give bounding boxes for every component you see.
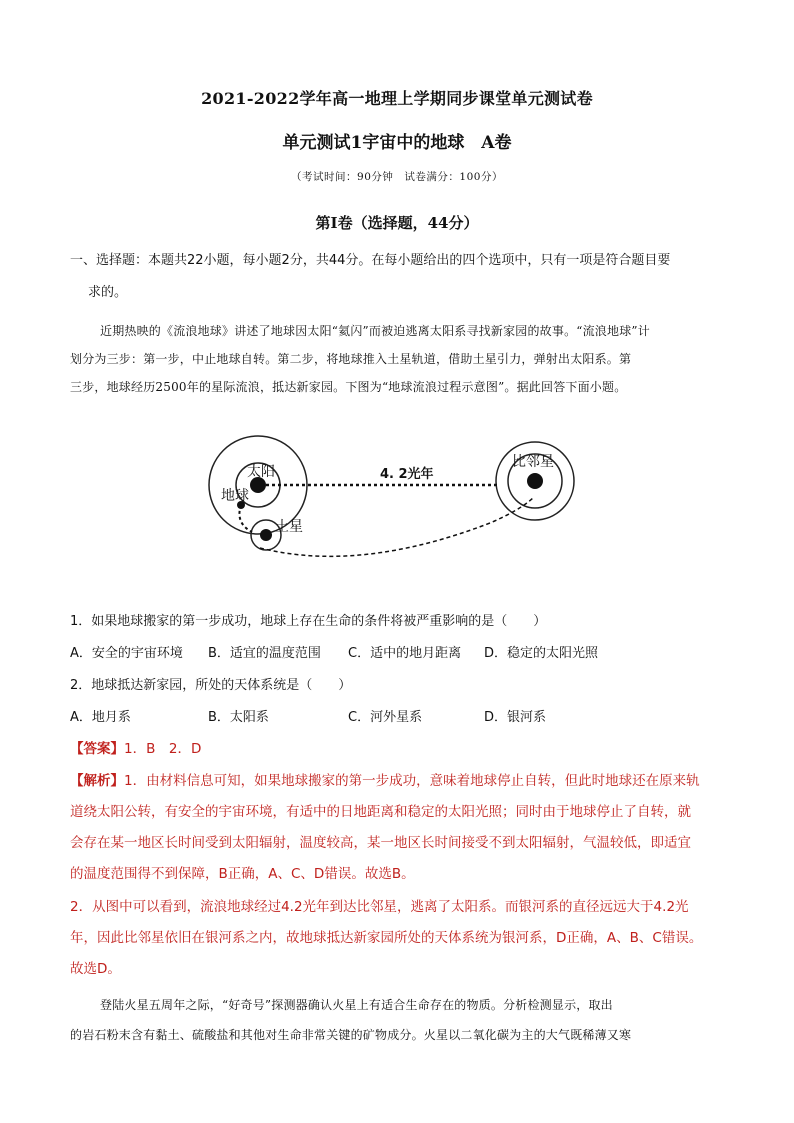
- unit-subtitle: 单元测试1宇宙中的地球 A卷: [282, 133, 512, 153]
- question-1-stem: 1．如果地球搬家的第一步成功，地球上存在生命的条件将被严重影响的是（ ）: [70, 614, 547, 629]
- analysis-line-4: 的温度范围得不到保障，B正确，A、C、D错误。故选B。: [70, 866, 415, 882]
- analysis-line-7: 故选D。: [70, 961, 121, 977]
- instruction-line-1: 一、选择题：本题共22小题，每小题2分，共44分。在每小题给出的四个选项中，只有一项是符合题目要: [70, 253, 671, 268]
- q1-option-c: C．适中的地月距离: [348, 646, 462, 661]
- sun-label: 太阳: [247, 464, 275, 480]
- question-1-options: [70, 639, 730, 669]
- analysis-row-1: [70, 766, 730, 797]
- answer-label: 【答案】: [70, 741, 124, 757]
- earth-wandering-diagram: [200, 428, 590, 568]
- exam-info: （考试时间：90分钟 试卷满分：100分）: [291, 171, 503, 183]
- saturn-dot: [260, 529, 272, 541]
- instruction-line-2: 求的。: [88, 285, 128, 300]
- q1-option-a: A．安全的宇宙环境: [70, 646, 183, 661]
- analysis-line-3: 会存在某一地区长时间受到太阳辐射，温度较高，某一地区长时间接受不到太阳辐射，气温较低，即适宜: [70, 835, 691, 851]
- question-2-stem: 2．地球抵达新家园，所处的天体系统是（ ）: [70, 678, 352, 693]
- answer-text: 1．B 2．D: [124, 741, 202, 757]
- proxima-label: 比邻星: [512, 454, 554, 470]
- q2-option-d: D．银河系: [484, 710, 547, 725]
- q1-option-b: B．适宜的温度范围: [208, 646, 321, 661]
- earth-path-to-saturn: [239, 505, 252, 532]
- exam-title: 2021-2022学年高一地理上学期同步课堂单元测试卷: [201, 89, 593, 108]
- answer-row: [70, 734, 730, 765]
- earth-label: 地球: [221, 488, 249, 504]
- material-1-line-3: 三步，地球经历2500年的星际流浪，抵达新家园。下图为“地球流浪过程示意图”。据此回答下面小题。: [70, 380, 627, 394]
- q2-option-c: C．河外星系: [348, 710, 423, 725]
- q2-option-a: A．地月系: [70, 710, 131, 725]
- analysis-label: 【解析】: [70, 773, 124, 789]
- material-2-line-1: 登陆火星五周年之际，“好奇号”探测器确认火星上有适合生命存在的物质。分析检测显示，取出: [100, 998, 613, 1012]
- question-2-options: [70, 703, 730, 733]
- analysis-line-6: 年，因此比邻星依旧在银河系之内，故地球抵达新家园所处的天体系统为银河系，D正确，A、B、C错误。: [70, 930, 703, 946]
- section-title: 第Ⅰ卷（选择题，44分）: [315, 214, 479, 232]
- material-1-line-1: 近期热映的《流浪地球》讲述了地球因太阳“氦闪”而被迫逃离太阳系寻找新家园的故事。“流浪地球”计: [100, 324, 650, 338]
- analysis-line-1: 1．由材料信息可知，如果地球搬家的第一步成功，意味着地球停止自转，但此时地球还在原来轨: [124, 773, 700, 789]
- distance-label: 4. 2光年: [380, 467, 434, 482]
- material-2-line-2: 的岩石粉末含有黏土、硫酸盐和其他对生命非常关键的矿物成分。火星以二氧化碳为主的大气既稀薄又寒: [70, 1028, 632, 1042]
- q2-option-b: B．太阳系: [208, 710, 269, 725]
- analysis-line-2: 道绕太阳公转，有安全的宇宙环境，有适中的日地距离和稳定的太阳光照；同时由于地球停止了自转，就: [70, 804, 691, 820]
- saturn-label: 土星: [275, 519, 303, 535]
- q1-option-d: D．稳定的太阳光照: [484, 646, 599, 661]
- material-1-line-2: 划分为三步：第一步，中止地球自转。第二步，将地球推入土星轨道，借助土星引力，弹射出太阳系。第: [70, 352, 632, 366]
- analysis-line-5: 2．从图中可以看到，流浪地球经过4.2光年到达比邻星，逃离了太阳系。而银河系的直径远远大于4.2光: [70, 899, 689, 915]
- proxima-dot: [527, 473, 543, 489]
